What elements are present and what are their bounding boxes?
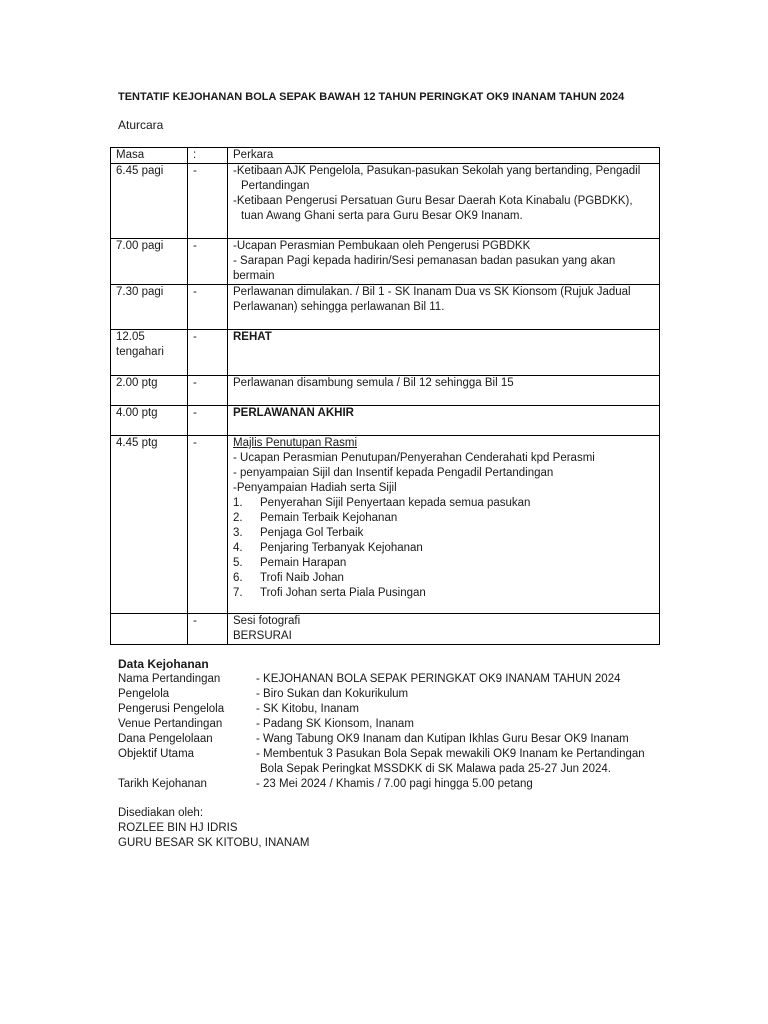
cell-perkara: -Ketibaan AJK Pengelola, Pasukan-pasukan Sekolah yang bertanding, Pengadil Pertandingan -Ketibaan Pengerusi Persatuan Guru Besar Daerah Kota Kinabalu (PGBDKK), tuan Awang Ghani serta para Guru Besar OK9 Inanam.: [228, 164, 660, 239]
cell-perkara: REHAT: [228, 330, 660, 376]
schedule-table: [110, 147, 660, 645]
cell-perkara: Perlawanan dimulakan. / Bil 1 - SK Inanam Dua vs SK Kionsom (Rujuk Jadual Perlawanan) sehingga perlawanan Bil 11.: [228, 285, 660, 330]
list-item: Tarikh Kejohanan - 23 Mei 2024 / Khamis / 7.00 pagi hingga 5.00 petang: [118, 778, 533, 790]
cell-separator: -: [188, 376, 228, 406]
list-item: 7. Trofi Johan serta Piala Pusingan: [233, 587, 426, 599]
list-item: Dana Pengelolaan - Wang Tabung OK9 Inanam dan Kutipan Ikhlas Guru Besar OK9 Inanam: [118, 733, 629, 745]
list-item: 1. Penyerahan Sijil Penyertaan kepada semua pasukan: [233, 497, 531, 509]
list-item: 2. Pemain Terbaik Kejohanan: [233, 512, 398, 524]
awards-list: [233, 496, 654, 601]
table-row: [111, 239, 660, 285]
list-item: Objektif Utama - Membentuk 3 Pasukan Bola Sepak mewakili OK9 Inanam ke Pertandingan Bola Sepak Peringkat MSSDKK di SK Malawa pada 25-27 Jun 2024.: [118, 748, 645, 775]
cell-masa: 2.00 ptg: [111, 376, 188, 406]
prepared-by-label: Disediakan oleh:: [118, 807, 204, 819]
table-row: [111, 330, 660, 376]
cell-separator: -: [188, 436, 228, 614]
cell-masa: 7.00 pagi: [111, 239, 188, 285]
list-item: 3. Penjaga Gol Terbaik: [233, 527, 364, 539]
section-heading-aturcara: Aturcara: [118, 118, 164, 132]
table-row: [111, 285, 660, 330]
list-item: Pengerusi Pengelola - SK Kitobu, Inanam: [118, 703, 359, 715]
signatory-name: ROZLEE BIN HJ IDRIS: [118, 822, 238, 834]
list-item: 4. Penjaring Terbanyak Kejohanan: [233, 542, 423, 554]
cell-masa: 12.05 tengahari: [111, 330, 188, 376]
table-header-row: [111, 148, 660, 164]
cell-perkara: Sesi fotografi BERSURAI: [228, 614, 660, 645]
cell-perkara: Perlawanan disambung semula / Bil 12 sehingga Bil 15: [228, 376, 660, 406]
cell-perkara: PERLAWANAN AKHIR: [228, 406, 660, 436]
table-row: [111, 164, 660, 239]
cell-masa: 7.30 pagi: [111, 285, 188, 330]
list-item: 6. Trofi Naib Johan: [233, 572, 344, 584]
header-separator: :: [188, 148, 228, 164]
header-masa: Masa: [111, 148, 188, 164]
cell-separator: -: [188, 406, 228, 436]
cell-perkara: -Ucapan Perasmian Pembukaan oleh Pengerusi PGBDKK - Sarapan Pagi kepada hadirin/Sesi pemanasan badan pasukan yang akan bermain: [228, 239, 660, 285]
cell-perkara: Majlis Penutupan Rasmi - Ucapan Perasmian Penutupan/Penyerahan Cenderahati kpd Perasmi - penyampaian Sijil dan Insentif kepada Pengadil Pertandingan -Penyampaian Hadiah serta Sijil 1. Penyerahan Sijil Penyertaan kepada semua pasukan 2. Pemain Terbaik Kejohanan 3. Penjaga Gol Terbaik 4. Penjaring Terbanyak Kejohanan 5. Pemain Harapan 6. Trofi Naib Johan 7. Trofi Johan serta Piala Pusingan: [228, 436, 660, 614]
cell-separator: -: [188, 330, 228, 376]
list-item: Nama Pertandingan - KEJOHANAN BOLA SEPAK PERINGKAT OK9 INANAM TAHUN 2024: [118, 673, 621, 685]
cell-masa: 6.45 pagi: [111, 164, 188, 239]
cell-separator: -: [188, 239, 228, 285]
cell-separator: -: [188, 164, 228, 239]
cell-masa: [111, 614, 188, 645]
list-item: 5. Pemain Harapan: [233, 557, 347, 569]
cell-masa: 4.00 ptg: [111, 406, 188, 436]
cell-separator: -: [188, 285, 228, 330]
section-heading-data-kejohanan: Data Kejohanan: [118, 657, 209, 671]
closing-ceremony-heading: Majlis Penutupan Rasmi: [233, 437, 358, 449]
list-item: Venue Pertandingan - Padang SK Kionsom, Inanam: [118, 718, 414, 730]
header-perkara: Perkara: [228, 148, 660, 164]
table-row: [111, 376, 660, 406]
cell-separator: -: [188, 614, 228, 645]
cell-masa: 4.45 ptg: [111, 436, 188, 614]
table-row: [111, 614, 660, 645]
signatory-position: GURU BESAR SK KITOBU, INANAM: [118, 837, 310, 849]
table-row: [111, 436, 660, 614]
document-title: TENTATIF KEJOHANAN BOLA SEPAK BAWAH 12 TAHUN PERINGKAT OK9 INANAM TAHUN 2024: [118, 91, 625, 103]
signature-block: [118, 806, 310, 851]
list-item: Pengelola - Biro Sukan dan Kokurikulum: [118, 688, 409, 700]
tournament-data-list: [118, 672, 678, 792]
table-row: [111, 406, 660, 436]
